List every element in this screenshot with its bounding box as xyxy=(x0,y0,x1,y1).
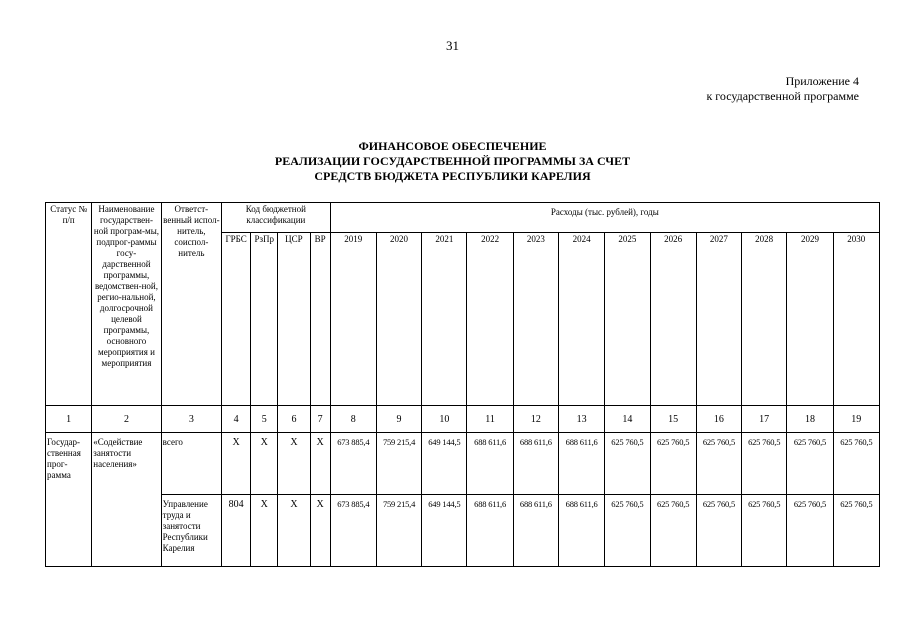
financing-table xyxy=(45,202,880,567)
table-row-total xyxy=(46,433,880,495)
row-value: 673 885,4 xyxy=(330,433,376,495)
row-value: 625 760,5 xyxy=(605,495,650,567)
column-number: 1 xyxy=(46,406,92,433)
column-number: 6 xyxy=(278,406,310,433)
row-value: 649 144,5 xyxy=(422,495,467,567)
row-value: 688 611,6 xyxy=(467,495,513,567)
column-number: 7 xyxy=(310,406,330,433)
row-value: 625 760,5 xyxy=(650,433,696,495)
header-year: 2020 xyxy=(376,233,421,406)
appendix-note xyxy=(706,74,859,104)
header-year: 2026 xyxy=(650,233,696,406)
row-value: 688 611,6 xyxy=(558,433,604,495)
title-line-1: ФИНАНСОВОЕ ОБЕСПЕЧЕНИЕ xyxy=(358,139,547,153)
program-status: Государ-ственная прог-рамма xyxy=(46,433,92,567)
row-value: 625 760,5 xyxy=(742,495,787,567)
row-value: 688 611,6 xyxy=(467,433,513,495)
column-number: 14 xyxy=(605,406,650,433)
header-year: 2029 xyxy=(787,233,833,406)
appendix-line-2: к государственной программе xyxy=(706,89,859,103)
title-line-2: РЕАЛИЗАЦИИ ГОСУДАРСТВЕННОЙ ПРОГРАММЫ ЗА СЧЕТ xyxy=(274,154,631,168)
row-value: 688 611,6 xyxy=(558,495,604,567)
header-year: 2022 xyxy=(467,233,513,406)
row-csr: Х xyxy=(278,433,310,495)
header-year: 2027 xyxy=(696,233,741,406)
row-value: 625 760,5 xyxy=(787,495,833,567)
row-value: 625 760,5 xyxy=(650,495,696,567)
header-name: Наименование государствен-ной програм-мы, подпрог-раммы госу-дарственной программы, ведомствен-ной, регио-нальной, долгосрочной целевой программы, основного мероприятия и мероприятия xyxy=(92,203,161,406)
row-value: 625 760,5 xyxy=(696,495,741,567)
column-number: 10 xyxy=(422,406,467,433)
column-number: 9 xyxy=(376,406,421,433)
row-value: 688 611,6 xyxy=(513,495,558,567)
row-value: 688 611,6 xyxy=(513,433,558,495)
row-value: 759 215,4 xyxy=(376,433,421,495)
row-value: 625 760,5 xyxy=(833,495,879,567)
column-number: 8 xyxy=(330,406,376,433)
title-line-3: СРЕДСТВ БЮДЖЕТА РЕСПУБЛИКИ КАРЕЛИЯ xyxy=(314,169,591,183)
header-vr: ВР xyxy=(310,233,330,406)
header-status: Статус № п/п xyxy=(46,203,92,406)
row-value: 625 760,5 xyxy=(605,433,650,495)
row-value: 673 885,4 xyxy=(330,495,376,567)
row-grbs: Х xyxy=(222,433,251,495)
column-number-row xyxy=(46,406,880,433)
header-year: 2019 xyxy=(330,233,376,406)
program-name: «Содействие занятости населения» xyxy=(92,433,161,567)
appendix-line-1: Приложение 4 xyxy=(785,74,859,88)
header-year: 2025 xyxy=(605,233,650,406)
column-number: 5 xyxy=(251,406,278,433)
row-grbs: 804 xyxy=(222,495,251,567)
column-number: 12 xyxy=(513,406,558,433)
header-executor: Ответст-венный испол-нитель, соиспол-нитель xyxy=(161,203,221,406)
row-executor: всего xyxy=(161,433,221,495)
column-number: 17 xyxy=(742,406,787,433)
column-number: 4 xyxy=(222,406,251,433)
row-rzpr: Х xyxy=(251,433,278,495)
row-value: 625 760,5 xyxy=(696,433,741,495)
header-year: 2028 xyxy=(742,233,787,406)
row-csr: Х xyxy=(278,495,310,567)
table-row-ministry xyxy=(46,495,880,567)
column-number: 15 xyxy=(650,406,696,433)
row-value: 625 760,5 xyxy=(742,433,787,495)
column-number: 11 xyxy=(467,406,513,433)
row-value: 759 215,4 xyxy=(376,495,421,567)
column-number: 13 xyxy=(558,406,604,433)
document-title xyxy=(0,139,905,184)
header-grbs: ГРБС xyxy=(222,233,251,406)
header-rzpr: РзПр xyxy=(251,233,278,406)
column-number: 16 xyxy=(696,406,741,433)
row-vr: Х xyxy=(310,433,330,495)
header-row-1 xyxy=(46,203,880,233)
row-value: 625 760,5 xyxy=(833,433,879,495)
page-number: 31 xyxy=(446,38,459,53)
row-value: 649 144,5 xyxy=(422,433,467,495)
header-year: 2021 xyxy=(422,233,467,406)
header-expenses: Расходы (тыс. рублей), годы xyxy=(330,203,879,233)
header-year: 2024 xyxy=(558,233,604,406)
header-year: 2030 xyxy=(833,233,879,406)
header-year: 2023 xyxy=(513,233,558,406)
header-budget-code: Код бюджетной классификации xyxy=(222,203,331,233)
header-csr: ЦСР xyxy=(278,233,310,406)
row-rzpr: Х xyxy=(251,495,278,567)
column-number: 19 xyxy=(833,406,879,433)
column-number: 3 xyxy=(161,406,221,433)
column-number: 18 xyxy=(787,406,833,433)
row-vr: Х xyxy=(310,495,330,567)
row-value: 625 760,5 xyxy=(787,433,833,495)
column-number: 2 xyxy=(92,406,161,433)
row-executor: Управление труда и занятости Республики Карелия xyxy=(161,495,221,567)
